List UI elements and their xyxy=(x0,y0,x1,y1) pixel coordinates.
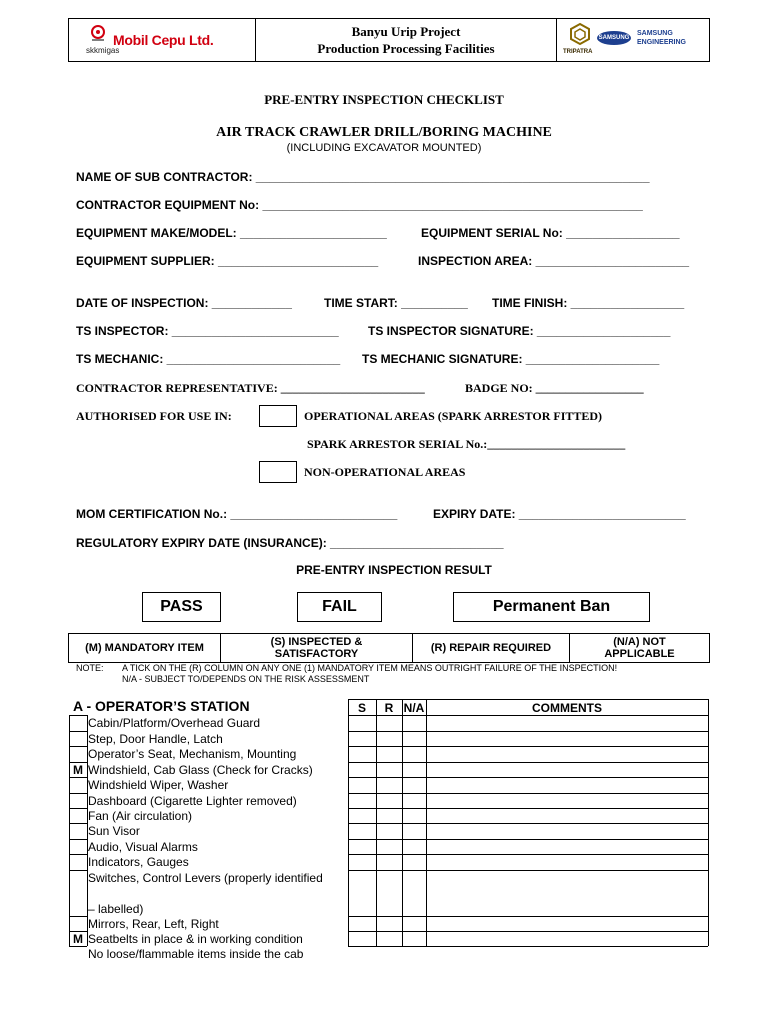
col-comments-header: COMMENTS xyxy=(532,701,602,715)
checklist-item: Operator’s Seat, Mechanism, Mounting xyxy=(88,747,297,761)
tripatra-logo-icon xyxy=(567,22,593,48)
checklist-item: Sun Visor xyxy=(88,824,140,838)
checklist-item: Windshield, Cab Glass (Check for Cracks) xyxy=(88,763,313,777)
operational-areas-checkbox[interactable] xyxy=(259,405,297,427)
ts-mechanic-field[interactable]: TS MECHANIC: __________________________ xyxy=(76,352,341,366)
mandatory-marker: M xyxy=(73,932,83,946)
legend-na: (N/A) NOT APPLICABLE xyxy=(604,636,675,660)
checklist-item: Cabin/Platform/Overhead Guard xyxy=(88,716,261,730)
table-col-line xyxy=(348,699,349,946)
checklist-item: Windshield Wiper, Washer xyxy=(88,778,229,792)
contractor-rep-field[interactable]: CONTRACTOR REPRESENTATIVE: ________________________ xyxy=(76,381,425,395)
checklist-item: Indicators, Gauges xyxy=(88,855,189,869)
ts-inspector-field[interactable]: TS INSPECTOR: _________________________ xyxy=(76,324,339,338)
time-finish-field[interactable]: TIME FINISH: _________________ xyxy=(492,296,685,310)
spark-arrestor-serial-field[interactable]: SPARK ARRESTOR SERIAL No.:_______________________ xyxy=(307,437,626,451)
table-col-line xyxy=(426,699,427,946)
pass-box[interactable]: PASS xyxy=(142,592,221,622)
inspection-area-field[interactable]: INSPECTION AREA: _______________________ xyxy=(418,254,690,268)
mom-certification-field[interactable]: MOM CERTIFICATION No.: _________________________ xyxy=(76,507,398,521)
checklist-item: – labelled) xyxy=(88,902,144,916)
checklist-item: Dashboard (Cigarette Lighter removed) xyxy=(88,794,297,808)
non-operational-checkbox[interactable] xyxy=(259,461,297,483)
legend-repair: (R) REPAIR REQUIRED xyxy=(413,634,570,662)
m-row-line xyxy=(69,731,87,732)
checklist-title: PRE-ENTRY INSPECTION CHECKLIST xyxy=(264,92,504,107)
legend-table xyxy=(68,633,710,663)
m-row-line xyxy=(69,715,87,716)
time-start-field[interactable]: TIME START: __________ xyxy=(324,296,468,310)
note-line1: A TICK ON THE (R) COLUMN ON ANY ONE (1) MANDATORY ITEM MEANS OUTRIGHT FAILURE OF THE INSPECTION! xyxy=(122,663,618,673)
header-right-logos xyxy=(557,19,709,61)
table-col-line xyxy=(402,699,403,946)
table-col-line xyxy=(708,699,709,946)
machine-title: AIR TRACK CRAWLER DRILL/BORING MACHINE xyxy=(216,125,552,140)
project-facility: Production Processing Facilities xyxy=(317,41,495,56)
note-line2: N/A - SUBJECT TO/DEPENDS ON THE RISK ASSESSMENT xyxy=(122,674,370,684)
checklist-item: No loose/flammable items inside the cab xyxy=(88,947,304,961)
m-row-line xyxy=(69,916,87,917)
checklist-item: Mirrors, Rear, Left, Right xyxy=(88,917,219,931)
tripatra-label: TRIPATRA xyxy=(563,49,593,55)
machine-subtitle: (INCLUDING EXCAVATOR MOUNTED) xyxy=(286,142,482,154)
header-box xyxy=(68,18,710,62)
project-title-cell xyxy=(256,19,557,61)
checklist-item: Step, Door Handle, Latch xyxy=(88,732,223,746)
samsung-engineering-label: SAMSUNG ENGINEERING xyxy=(637,30,687,46)
contractor-equipment-field[interactable]: CONTRACTOR EQUIPMENT No: _________________________________________________________ xyxy=(76,198,643,212)
note-label: NOTE: xyxy=(76,663,104,673)
m-row-line xyxy=(69,946,87,947)
col-r-header: R xyxy=(384,701,394,715)
sub-contractor-field[interactable]: NAME OF SUB CONTRACTOR: ___________________________________________________________ xyxy=(76,170,650,184)
m-row-line xyxy=(69,839,87,840)
result-heading: PRE-ENTRY INSPECTION RESULT xyxy=(296,563,492,577)
skkmigas-label: skkmigas xyxy=(86,46,120,55)
col-na-header: N/A xyxy=(403,701,425,715)
m-row-line xyxy=(69,854,87,855)
table-col-line xyxy=(376,699,377,946)
m-row-line xyxy=(69,870,87,871)
col-s-header: S xyxy=(357,701,366,715)
expiry-date-field[interactable]: EXPIRY DATE: _________________________ xyxy=(433,507,686,521)
header-left-logos xyxy=(69,19,256,61)
section-a-title: A - OPERATOR’S STATION xyxy=(73,698,250,714)
supplier-field[interactable]: EQUIPMENT SUPPLIER: ________________________ xyxy=(76,254,379,268)
fail-box[interactable]: FAIL xyxy=(297,592,382,622)
checklist-item: Fan (Air circulation) xyxy=(88,809,193,823)
mobil-cepu-logo: Mobil Cepu Ltd. xyxy=(113,32,214,48)
project-name: Banyu Urip Project xyxy=(351,24,461,39)
make-model-field[interactable]: EQUIPMENT MAKE/MODEL: ______________________ xyxy=(76,226,387,240)
skkmigas-logo-icon xyxy=(89,25,107,45)
badge-no-field[interactable]: BADGE NO: __________________ xyxy=(465,381,644,395)
table-row-line xyxy=(348,946,708,947)
operational-areas-label: OPERATIONAL AREAS (SPARK ARRESTOR FITTED) xyxy=(304,409,603,423)
m-row-line xyxy=(69,823,87,824)
m-col-left xyxy=(69,715,70,946)
checklist-item: Audio, Visual Alarms xyxy=(88,840,198,854)
legend-inspected: (S) INSPECTED & SATISFACTORY xyxy=(221,634,413,662)
authorised-label: AUTHORISED FOR USE IN: xyxy=(76,409,232,423)
ts-mechanic-signature-field[interactable]: TS MECHANIC SIGNATURE: ____________________ xyxy=(362,352,660,366)
permanent-ban-box[interactable]: Permanent Ban xyxy=(453,592,650,622)
serial-field[interactable]: EQUIPMENT SERIAL No: _________________ xyxy=(421,226,680,240)
m-row-line xyxy=(69,746,87,747)
m-row-line xyxy=(69,793,87,794)
checklist-item: Seatbelts in place & in working condition xyxy=(88,932,303,946)
samsung-logo: SAMSUNG xyxy=(597,31,631,45)
date-field[interactable]: DATE OF INSPECTION: ____________ xyxy=(76,296,292,310)
m-row-line xyxy=(69,808,87,809)
non-operational-label: NON-OPERATIONAL AREAS xyxy=(304,465,466,479)
mandatory-marker: M xyxy=(73,763,83,777)
m-row-line xyxy=(69,777,87,778)
regulatory-expiry-field[interactable]: REGULATORY EXPIRY DATE (INSURANCE): __________________________ xyxy=(76,536,504,550)
ts-inspector-signature-field[interactable]: TS INSPECTOR SIGNATURE: ____________________ xyxy=(368,324,671,338)
legend-mandatory: (M) MANDATORY ITEM xyxy=(69,634,221,662)
checklist-item: Switches, Control Levers (properly identified xyxy=(88,871,323,885)
